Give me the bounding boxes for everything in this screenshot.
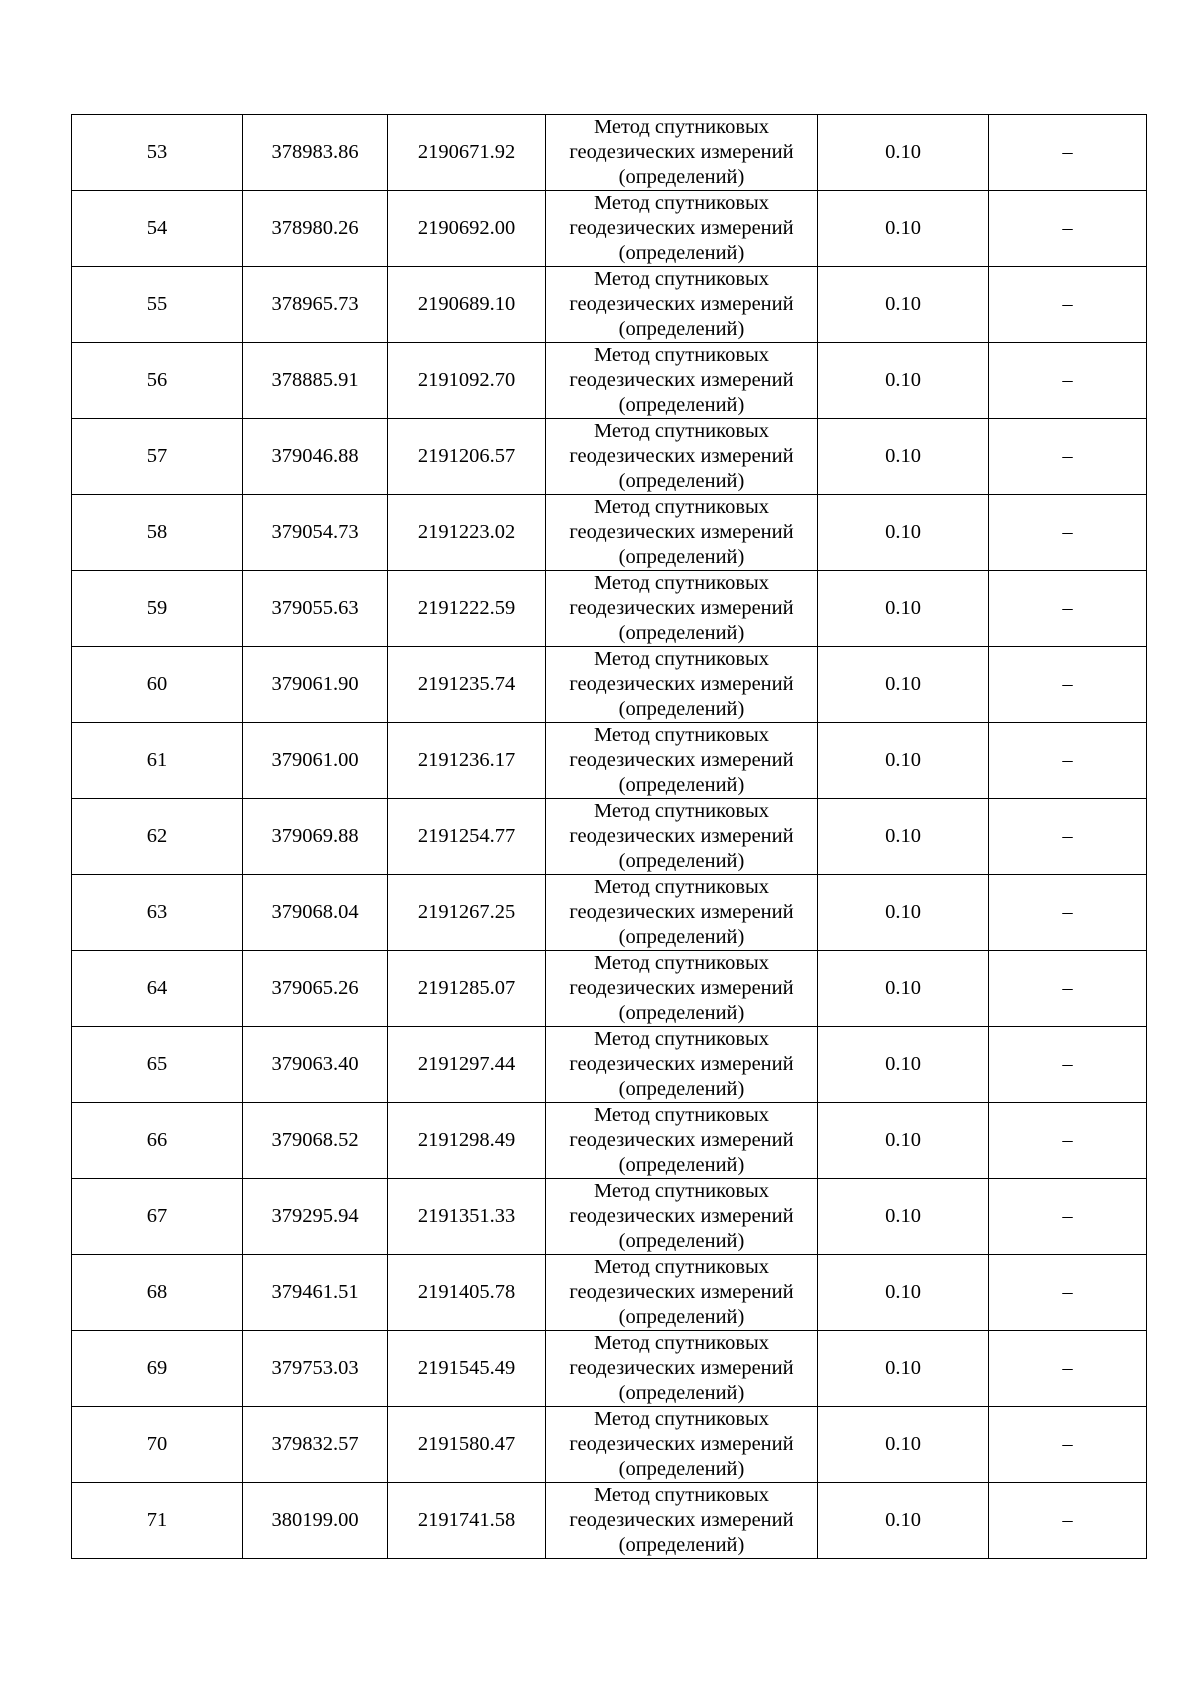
point-number-cell: 67: [72, 1179, 243, 1255]
accuracy-cell: 0.10: [818, 419, 989, 495]
table-row: [72, 1255, 1147, 1331]
method-line: геодезических измерений: [569, 1281, 794, 1303]
table-row: [72, 191, 1147, 267]
table-row: [72, 1179, 1147, 1255]
method-cell: [546, 115, 818, 191]
method-line: Метод спутниковых: [593, 1332, 770, 1354]
method-line: (определений): [618, 1534, 745, 1556]
description-cell: –: [989, 1179, 1147, 1255]
description-cell: –: [989, 571, 1147, 647]
method-cell: [546, 571, 818, 647]
description-cell: –: [989, 799, 1147, 875]
description-cell: –: [989, 495, 1147, 571]
x-coordinate-cell: 379295.94: [243, 1179, 388, 1255]
method-cell: [546, 1179, 818, 1255]
y-coordinate-cell: 2191235.74: [388, 647, 546, 723]
method-line: (определений): [618, 1078, 745, 1100]
method-line: (определений): [618, 470, 745, 492]
point-number-cell: 70: [72, 1407, 243, 1483]
x-coordinate-cell: 379065.26: [243, 951, 388, 1027]
method-line: геодезических измерений: [569, 825, 794, 847]
y-coordinate-cell: 2191741.58: [388, 1483, 546, 1559]
x-coordinate-cell: 378983.86: [243, 115, 388, 191]
accuracy-cell: 0.10: [818, 1483, 989, 1559]
method-line: Метод спутниковых: [593, 1028, 770, 1050]
description-cell: –: [989, 267, 1147, 343]
method-line: Метод спутниковых: [593, 268, 770, 290]
table-row: [72, 723, 1147, 799]
point-number-cell: 57: [72, 419, 243, 495]
y-coordinate-cell: 2191267.25: [388, 875, 546, 951]
table-row: [72, 1483, 1147, 1559]
method-line: (определений): [618, 1382, 745, 1404]
point-number-cell: 65: [72, 1027, 243, 1103]
table-row: [72, 647, 1147, 723]
accuracy-cell: 0.10: [818, 571, 989, 647]
accuracy-cell: 0.10: [818, 1179, 989, 1255]
method-line: (определений): [618, 850, 745, 872]
method-cell: [546, 1103, 818, 1179]
method-line: геодезических измерений: [569, 977, 794, 999]
method-line: геодезических измерений: [569, 901, 794, 923]
method-line: Метод спутниковых: [593, 1256, 770, 1278]
y-coordinate-cell: 2191236.17: [388, 723, 546, 799]
method-line: геодезических измерений: [569, 673, 794, 695]
method-line: (определений): [618, 622, 745, 644]
method-line: геодезических измерений: [569, 369, 794, 391]
accuracy-cell: 0.10: [818, 115, 989, 191]
accuracy-cell: 0.10: [818, 723, 989, 799]
method-cell: [546, 951, 818, 1027]
x-coordinate-cell: 379069.88: [243, 799, 388, 875]
y-coordinate-cell: 2191545.49: [388, 1331, 546, 1407]
method-line: геодезических измерений: [569, 1053, 794, 1075]
accuracy-cell: 0.10: [818, 647, 989, 723]
table-row: [72, 1407, 1147, 1483]
point-number-cell: 66: [72, 1103, 243, 1179]
point-number-cell: 60: [72, 647, 243, 723]
table-row: [72, 1103, 1147, 1179]
method-cell: [546, 191, 818, 267]
description-cell: –: [989, 343, 1147, 419]
x-coordinate-cell: 379061.00: [243, 723, 388, 799]
description-cell: –: [989, 1483, 1147, 1559]
y-coordinate-cell: 2190671.92: [388, 115, 546, 191]
y-coordinate-cell: 2191223.02: [388, 495, 546, 571]
point-number-cell: 61: [72, 723, 243, 799]
method-line: Метод спутниковых: [593, 1484, 770, 1506]
method-line: (определений): [618, 1306, 745, 1328]
table-row: [72, 495, 1147, 571]
point-number-cell: 59: [72, 571, 243, 647]
point-number-cell: 56: [72, 343, 243, 419]
method-line: геодезических измерений: [569, 445, 794, 467]
method-line: Метод спутниковых: [593, 420, 770, 442]
method-cell: [546, 419, 818, 495]
table-row: [72, 951, 1147, 1027]
method-line: Метод спутниковых: [593, 1104, 770, 1126]
table-row: [72, 571, 1147, 647]
x-coordinate-cell: 379461.51: [243, 1255, 388, 1331]
point-number-cell: 63: [72, 875, 243, 951]
y-coordinate-cell: 2191222.59: [388, 571, 546, 647]
method-line: Метод спутниковых: [593, 800, 770, 822]
description-cell: –: [989, 1407, 1147, 1483]
y-coordinate-cell: 2191298.49: [388, 1103, 546, 1179]
method-line: Метод спутниковых: [593, 192, 770, 214]
method-line: геодезических измерений: [569, 1129, 794, 1151]
description-cell: –: [989, 191, 1147, 267]
method-cell: [546, 1483, 818, 1559]
method-line: (определений): [618, 926, 745, 948]
accuracy-cell: 0.10: [818, 343, 989, 419]
x-coordinate-cell: 380199.00: [243, 1483, 388, 1559]
method-cell: [546, 1331, 818, 1407]
method-line: (определений): [618, 1458, 745, 1480]
method-line: Метод спутниковых: [593, 1408, 770, 1430]
description-cell: –: [989, 723, 1147, 799]
y-coordinate-cell: 2191297.44: [388, 1027, 546, 1103]
accuracy-cell: 0.10: [818, 1255, 989, 1331]
description-cell: –: [989, 951, 1147, 1027]
method-cell: [546, 1255, 818, 1331]
table-row: [72, 419, 1147, 495]
point-number-cell: 68: [72, 1255, 243, 1331]
table-row: [72, 799, 1147, 875]
point-number-cell: 64: [72, 951, 243, 1027]
method-line: (определений): [618, 1154, 745, 1176]
accuracy-cell: 0.10: [818, 495, 989, 571]
method-line: геодезических измерений: [569, 597, 794, 619]
y-coordinate-cell: 2191285.07: [388, 951, 546, 1027]
method-line: геодезических измерений: [569, 1433, 794, 1455]
method-line: геодезических измерений: [569, 1509, 794, 1531]
x-coordinate-cell: 379068.52: [243, 1103, 388, 1179]
description-cell: –: [989, 875, 1147, 951]
method-line: геодезических измерений: [569, 1357, 794, 1379]
x-coordinate-cell: 379068.04: [243, 875, 388, 951]
y-coordinate-cell: 2191254.77: [388, 799, 546, 875]
table-row: [72, 875, 1147, 951]
description-cell: –: [989, 1027, 1147, 1103]
y-coordinate-cell: 2191206.57: [388, 419, 546, 495]
coordinates-table-body: [72, 115, 1147, 1559]
description-cell: –: [989, 1103, 1147, 1179]
point-number-cell: 62: [72, 799, 243, 875]
x-coordinate-cell: 378965.73: [243, 267, 388, 343]
method-line: (определений): [618, 1002, 745, 1024]
x-coordinate-cell: 379063.40: [243, 1027, 388, 1103]
method-line: Метод спутниковых: [593, 572, 770, 594]
accuracy-cell: 0.10: [818, 267, 989, 343]
method-line: геодезических измерений: [569, 521, 794, 543]
method-cell: [546, 495, 818, 571]
method-line: Метод спутниковых: [593, 648, 770, 670]
description-cell: –: [989, 115, 1147, 191]
method-line: (определений): [618, 774, 745, 796]
method-line: Метод спутниковых: [593, 876, 770, 898]
method-cell: [546, 875, 818, 951]
method-line: (определений): [618, 166, 745, 188]
point-number-cell: 53: [72, 115, 243, 191]
method-line: Метод спутниковых: [593, 1180, 770, 1202]
y-coordinate-cell: 2190689.10: [388, 267, 546, 343]
method-line: Метод спутниковых: [593, 724, 770, 746]
x-coordinate-cell: 378885.91: [243, 343, 388, 419]
x-coordinate-cell: 379061.90: [243, 647, 388, 723]
table-row: [72, 267, 1147, 343]
accuracy-cell: 0.10: [818, 875, 989, 951]
y-coordinate-cell: 2191405.78: [388, 1255, 546, 1331]
method-line: геодезических измерений: [569, 1205, 794, 1227]
point-number-cell: 54: [72, 191, 243, 267]
y-coordinate-cell: 2191351.33: [388, 1179, 546, 1255]
y-coordinate-cell: 2190692.00: [388, 191, 546, 267]
method-cell: [546, 647, 818, 723]
accuracy-cell: 0.10: [818, 1407, 989, 1483]
accuracy-cell: 0.10: [818, 1027, 989, 1103]
method-line: (определений): [618, 318, 745, 340]
x-coordinate-cell: 379055.63: [243, 571, 388, 647]
point-number-cell: 71: [72, 1483, 243, 1559]
method-line: (определений): [618, 1230, 745, 1252]
method-cell: [546, 1407, 818, 1483]
x-coordinate-cell: 379046.88: [243, 419, 388, 495]
accuracy-cell: 0.10: [818, 1331, 989, 1407]
table-row: [72, 1331, 1147, 1407]
method-line: геодезических измерений: [569, 293, 794, 315]
description-cell: –: [989, 1255, 1147, 1331]
point-number-cell: 55: [72, 267, 243, 343]
table-row: [72, 343, 1147, 419]
method-line: геодезических измерений: [569, 141, 794, 163]
method-cell: [546, 1027, 818, 1103]
method-line: (определений): [618, 242, 745, 264]
method-cell: [546, 723, 818, 799]
method-line: (определений): [618, 394, 745, 416]
accuracy-cell: 0.10: [818, 951, 989, 1027]
x-coordinate-cell: 379832.57: [243, 1407, 388, 1483]
accuracy-cell: 0.10: [818, 799, 989, 875]
method-line: (определений): [618, 546, 745, 568]
method-cell: [546, 267, 818, 343]
description-cell: –: [989, 419, 1147, 495]
point-number-cell: 69: [72, 1331, 243, 1407]
x-coordinate-cell: 378980.26: [243, 191, 388, 267]
x-coordinate-cell: 379753.03: [243, 1331, 388, 1407]
table-row: [72, 1027, 1147, 1103]
accuracy-cell: 0.10: [818, 191, 989, 267]
x-coordinate-cell: 379054.73: [243, 495, 388, 571]
method-cell: [546, 799, 818, 875]
y-coordinate-cell: 2191092.70: [388, 343, 546, 419]
method-line: геодезических измерений: [569, 217, 794, 239]
description-cell: –: [989, 647, 1147, 723]
table-row: [72, 115, 1147, 191]
point-number-cell: 58: [72, 495, 243, 571]
method-line: Метод спутниковых: [593, 344, 770, 366]
method-line: Метод спутниковых: [593, 116, 770, 138]
y-coordinate-cell: 2191580.47: [388, 1407, 546, 1483]
description-cell: –: [989, 1331, 1147, 1407]
method-line: геодезических измерений: [569, 749, 794, 771]
method-line: Метод спутниковых: [593, 496, 770, 518]
coordinates-table: [71, 114, 1147, 1559]
method-line: Метод спутниковых: [593, 952, 770, 974]
method-line: (определений): [618, 698, 745, 720]
method-cell: [546, 343, 818, 419]
accuracy-cell: 0.10: [818, 1103, 989, 1179]
